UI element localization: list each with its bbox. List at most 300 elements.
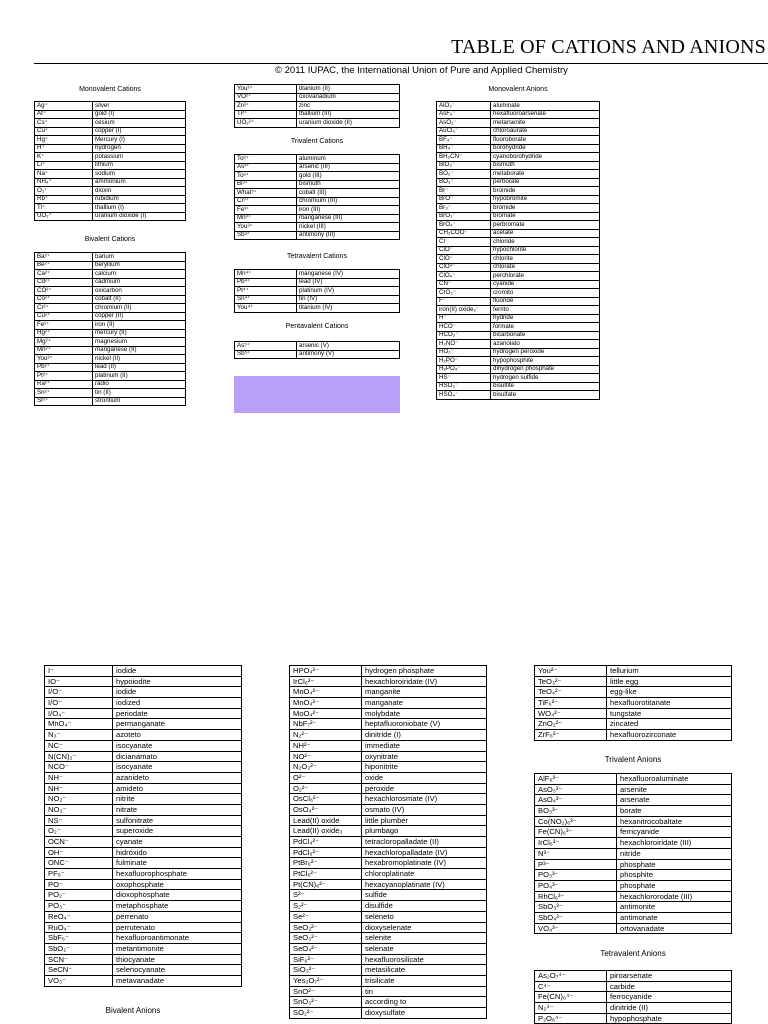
ion-name: hexafluorosilicate	[362, 954, 487, 965]
ion-formula: VO₄³⁻	[535, 923, 617, 934]
table-row	[235, 270, 400, 279]
ion-name: iron (II)	[93, 321, 186, 330]
ion-formula: ClO₄⁻	[437, 272, 491, 281]
ion-formula: Be²⁺	[35, 261, 93, 270]
table-row	[290, 965, 487, 976]
ion-formula: You³⁺	[235, 223, 297, 232]
table-row	[437, 212, 600, 221]
table-row	[290, 740, 487, 751]
ion-formula: CO²⁺	[35, 287, 93, 296]
table-row	[437, 178, 600, 187]
ion-name: manganese (III)	[297, 214, 400, 223]
heading-monovalent-anions: Monovalent Anions	[488, 86, 548, 93]
ion-formula: Yes₃O₇²⁻	[290, 975, 362, 986]
ion-formula: BO₂⁻	[437, 170, 491, 179]
ion-name: copper (II)	[93, 312, 186, 321]
table-row	[45, 943, 242, 954]
ion-name: oxynitrate	[362, 751, 487, 762]
table-bivalent-anions-continued	[534, 665, 732, 741]
ion-name: selenite	[362, 933, 487, 944]
ion-formula: N₂O₂²⁻	[290, 762, 362, 773]
ion-formula: BO₃⁻	[437, 178, 491, 187]
ion-name: perrenato	[113, 911, 242, 922]
table-row	[290, 804, 487, 815]
table-row	[290, 922, 487, 933]
ion-name: chromium (II)	[93, 304, 186, 313]
table-row	[235, 102, 400, 111]
ion-formula: TeO₄²⁻	[535, 687, 607, 698]
ion-name: fulminate	[113, 858, 242, 869]
ion-formula: SCN⁻	[45, 954, 113, 965]
table-row	[437, 127, 600, 136]
ion-name: iodide	[113, 666, 242, 677]
table-row	[437, 289, 600, 298]
heading-bivalent-anions: Bivalent Anions	[105, 1006, 161, 1015]
table-row	[437, 170, 600, 179]
ion-name: according to	[362, 997, 487, 1008]
table-row	[437, 204, 600, 213]
ion-formula: I/O₄⁻	[45, 708, 113, 719]
ion-formula: P₂O₆⁴⁻	[535, 1013, 607, 1024]
ion-formula: K⁺	[35, 153, 93, 162]
table-row	[235, 287, 400, 296]
ion-name: cobalt (III)	[297, 189, 400, 198]
ion-name: bisulfite	[491, 382, 600, 391]
ion-formula: SeO₄²⁻	[290, 943, 362, 954]
ion-name: aluminate	[491, 102, 600, 111]
table-row	[290, 783, 487, 794]
table-row	[535, 1003, 732, 1014]
table-bivalent-anions	[289, 665, 487, 1019]
table-row	[535, 870, 732, 881]
ion-formula: N³⁻	[535, 848, 617, 859]
table-row	[45, 772, 242, 783]
ion-formula: Fe(CN)₆⁴⁻	[535, 992, 607, 1003]
ion-name: fluoroborate	[491, 136, 600, 145]
ion-formula: Pt²⁺	[35, 372, 93, 381]
ion-name: magnesium	[93, 338, 186, 347]
ion-formula: Zn²⁺	[235, 102, 297, 111]
table-row	[437, 221, 600, 230]
table-row	[35, 287, 186, 296]
ion-formula: O₂⁺	[35, 187, 93, 196]
table-row	[235, 93, 400, 102]
ion-formula: BH₄⁻	[437, 144, 491, 153]
table-row	[235, 350, 400, 359]
ion-name: hydrogen	[93, 144, 186, 153]
ion-name: oxide	[362, 772, 487, 783]
ion-name: hexabromoplatinate (IV)	[362, 858, 487, 869]
ion-formula: NO₃⁻	[45, 804, 113, 815]
ion-formula: Co²⁺	[35, 295, 93, 304]
ion-formula: Sb⁵⁺	[235, 350, 297, 359]
heading-monovalent-cations: Monovalent Cations	[79, 86, 141, 93]
table-row	[35, 312, 186, 321]
table-row	[45, 815, 242, 826]
table-row	[535, 992, 732, 1003]
table-row	[290, 837, 487, 848]
ion-formula: BrO⁻	[437, 195, 491, 204]
ion-formula: ClO³⁻	[437, 263, 491, 272]
table-row	[45, 826, 242, 837]
table-row	[437, 357, 600, 366]
ion-name: permanganate	[113, 719, 242, 730]
table-row	[35, 278, 186, 287]
table-row	[290, 666, 487, 677]
table-row	[535, 708, 732, 719]
ion-name: lead (II)	[93, 363, 186, 372]
ion-formula: HO₂⁻	[437, 348, 491, 357]
ion-formula: Cs⁺	[35, 119, 93, 128]
table-row	[235, 231, 400, 240]
ion-formula: UO₂⁺	[35, 212, 93, 221]
table-row	[535, 848, 732, 859]
ion-name: arsenic (III)	[297, 163, 400, 172]
ion-name: manganate	[362, 698, 487, 709]
ion-name: hexanitrocobaltate	[617, 816, 732, 827]
ion-name: arsenate	[617, 795, 732, 806]
ion-formula: As³⁺	[235, 163, 297, 172]
ion-formula: SbO₂⁻	[45, 943, 113, 954]
ion-formula: Tl⁺	[35, 204, 93, 213]
ion-name: dioxophosphate	[113, 890, 242, 901]
table-row	[535, 676, 732, 687]
ion-formula: MnO₄²⁻	[290, 698, 362, 709]
ion-name: little plumber	[362, 815, 487, 826]
ion-formula: AlO₂⁻	[437, 102, 491, 111]
ion-name: hypophosphate	[607, 1013, 732, 1024]
table-row	[290, 772, 487, 783]
ion-name: tin (II)	[93, 389, 186, 398]
ion-formula: Mn²⁺	[35, 346, 93, 355]
ion-name: calcium	[93, 270, 186, 279]
table-row	[235, 295, 400, 304]
ion-name: barium	[93, 253, 186, 262]
table-row	[535, 838, 732, 849]
table-row	[437, 297, 600, 306]
table-row	[45, 666, 242, 677]
table-row	[45, 858, 242, 869]
ion-formula: AlF₆³⁻	[535, 774, 617, 785]
table-row	[437, 102, 600, 111]
ion-formula: ONC⁻	[45, 858, 113, 869]
ion-formula: Mn⁴⁺	[235, 270, 297, 279]
table-row	[437, 340, 600, 349]
ion-formula: Ba²⁺	[35, 253, 93, 262]
ion-name: antimony (V)	[297, 350, 400, 359]
table-row	[45, 965, 242, 976]
ion-name: oxicarbon	[93, 287, 186, 296]
ion-formula: NC⁻	[45, 740, 113, 751]
ion-name: thallium (I)	[93, 204, 186, 213]
table-row	[290, 901, 487, 912]
table-row	[290, 708, 487, 719]
ion-formula: Ra²⁺	[35, 380, 93, 389]
ion-formula: N₃⁻	[45, 730, 113, 741]
ion-formula: ClO⁻	[437, 246, 491, 255]
ion-name: dioxysulfate	[362, 1008, 487, 1019]
ion-formula: CH₃COO⁻	[437, 229, 491, 238]
table-row	[437, 161, 600, 170]
table-row	[535, 666, 732, 677]
table-row	[235, 342, 400, 351]
ion-formula: AsO₃³⁻	[535, 784, 617, 795]
ion-formula: BrO₃⁻	[437, 212, 491, 221]
ion-formula: F⁻	[437, 297, 491, 306]
table-row	[35, 119, 186, 128]
ion-formula: PdCl₄²⁻	[290, 837, 362, 848]
table-row	[290, 698, 487, 709]
ion-formula: Br⁻	[437, 187, 491, 196]
ion-formula: H₂PO₄⁻	[437, 365, 491, 374]
ion-name: cesium	[93, 119, 186, 128]
ion-name: selenocyanate	[113, 965, 242, 976]
ion-name: iron (III)	[297, 206, 400, 215]
heading-tetravalent-cations: Tetravalent Cations	[287, 253, 347, 260]
ion-name: carbide	[607, 981, 732, 992]
table-row	[437, 331, 600, 340]
table-row	[35, 110, 186, 119]
table-row	[45, 901, 242, 912]
ion-formula: Ca²⁺	[35, 270, 93, 279]
table-row	[35, 187, 186, 196]
ion-name: rubidium	[93, 195, 186, 204]
ion-formula: As⁵⁺	[235, 342, 297, 351]
ion-formula: Pb²⁺	[35, 363, 93, 372]
ion-name: hexachloropalladate (IV)	[362, 847, 487, 858]
table-row	[437, 348, 600, 357]
ion-name: dinitride (I)	[362, 730, 487, 741]
table-row	[35, 346, 186, 355]
ion-formula: You⁴⁺	[235, 304, 297, 313]
ion-formula: C⁴⁻	[535, 981, 607, 992]
ion-name: trisilicate	[362, 975, 487, 986]
table-row	[290, 975, 487, 986]
ion-name: ammonium	[93, 178, 186, 187]
ion-name: nitride	[617, 848, 732, 859]
ion-formula: O₂²⁻	[290, 783, 362, 794]
ion-formula: NH⁻	[45, 772, 113, 783]
ion-formula: H⁺	[35, 144, 93, 153]
ion-name: dihydrogen phosphate	[491, 365, 600, 374]
ion-formula: Fe³⁺	[235, 206, 297, 215]
ion-name: superoxide	[113, 826, 242, 837]
table-row	[290, 933, 487, 944]
table-row	[290, 719, 487, 730]
ion-name: metaborate	[491, 170, 600, 179]
ion-name: zincated	[607, 719, 732, 730]
table-trivalent-cations	[234, 154, 400, 240]
ion-name: bismuth	[297, 180, 400, 189]
ion-formula: H⁻	[437, 314, 491, 323]
ion-name: bicarbonate	[491, 331, 600, 340]
table-row	[290, 911, 487, 922]
ion-name: formate	[491, 323, 600, 332]
table-row	[437, 306, 600, 315]
ion-formula: BH₃CN⁻	[437, 153, 491, 162]
table-row	[535, 795, 732, 806]
table-row	[235, 172, 400, 181]
ion-name: cobalt (II)	[93, 295, 186, 304]
table-row	[35, 212, 186, 221]
table-row	[235, 206, 400, 215]
ion-name: cyanide	[491, 280, 600, 289]
ion-formula: HCO⁻	[437, 323, 491, 332]
ion-name: tin	[362, 986, 487, 997]
table-row	[535, 859, 732, 870]
table-row	[35, 295, 186, 304]
table-row	[535, 880, 732, 891]
ion-name: hexafluoroarsenate	[491, 110, 600, 119]
ion-name: phosphite	[617, 870, 732, 881]
table-row	[35, 136, 186, 145]
table-row	[45, 676, 242, 687]
ion-formula: Pb⁴⁺	[235, 278, 297, 287]
ion-name: chlorate	[491, 263, 600, 272]
ion-formula: Fe²⁺	[35, 321, 93, 330]
ion-formula: MnO₄⁻	[45, 719, 113, 730]
table-row	[535, 971, 732, 982]
ion-formula: TeO₃²⁻	[535, 676, 607, 687]
table-row	[235, 180, 400, 189]
ion-formula: SeO₃²⁻	[290, 933, 362, 944]
ion-formula: P³⁻	[535, 859, 617, 870]
ion-name: lithium	[93, 161, 186, 170]
table-row	[235, 119, 400, 128]
table-tetravalent-anions	[534, 970, 732, 1024]
ion-formula: HS⁻	[437, 374, 491, 383]
ion-formula: AuCl₄⁻	[437, 127, 491, 136]
table-row	[235, 85, 400, 94]
title-rule	[34, 63, 768, 64]
table-row	[45, 740, 242, 751]
ion-formula: HSO₃⁻	[437, 382, 491, 391]
table-row	[437, 153, 600, 162]
ion-formula: ZrF₆²⁻	[535, 730, 607, 741]
table-row	[535, 730, 732, 741]
ion-name: antimonite	[617, 902, 732, 913]
ion-name: sodium	[93, 170, 186, 179]
ion-name: piroarsenate	[607, 971, 732, 982]
ion-name: oxovanadium	[297, 93, 400, 102]
table-row	[437, 136, 600, 145]
table-row	[35, 144, 186, 153]
ion-formula: SO₂²⁻	[290, 1008, 362, 1019]
ion-formula: Bi³⁺	[235, 180, 297, 189]
ion-formula: You²⁺	[35, 355, 93, 364]
ion-name: nitrite	[113, 794, 242, 805]
table-row	[235, 304, 400, 313]
ion-formula: PdCl₆²⁻	[290, 847, 362, 858]
ion-formula: S²⁻	[290, 890, 362, 901]
heading-tetravalent-anions: Tetravalent Anions	[600, 949, 666, 958]
ion-name: cromito	[491, 289, 600, 298]
ion-formula: Pt(CN)₆²⁻	[290, 879, 362, 890]
heading-pentavalent-cations: Pentavalent Cations	[285, 323, 349, 330]
ion-name: chloroaurate	[491, 127, 600, 136]
ion-name: hexachlorosmate (IV)	[362, 794, 487, 805]
table-row	[45, 687, 242, 698]
table-row	[290, 879, 487, 890]
table-row	[535, 687, 732, 698]
ion-name: iodized	[113, 698, 242, 709]
ion-formula: Hg⁺	[35, 136, 93, 145]
ion-name: hydrogen peroxide	[491, 348, 600, 357]
ion-name: little egg	[607, 676, 732, 687]
ion-name: manganese (IV)	[297, 270, 400, 279]
table-row	[535, 698, 732, 709]
ion-formula: AsO₄³⁻	[535, 795, 617, 806]
ion-name: arsenite	[617, 784, 732, 795]
ion-name: hydrogen sulfide	[491, 374, 600, 383]
heading-trivalent-anions: Trivalent Anions	[604, 755, 662, 764]
table-row	[535, 891, 732, 902]
ion-formula: SbO₃³⁻	[535, 902, 617, 913]
ion-formula: Hg²⁺	[35, 329, 93, 338]
ion-name: nickel (III)	[297, 223, 400, 232]
table-row	[535, 827, 732, 838]
table-row	[437, 365, 600, 374]
ion-name: molybdate	[362, 708, 487, 719]
table-top-middle-cations	[234, 84, 400, 128]
ion-formula: OsCl₆²⁻	[290, 794, 362, 805]
ion-formula: OCN⁻	[45, 837, 113, 848]
heading-trivalent-cations: Trivalent Cations	[290, 138, 344, 145]
table-row	[535, 912, 732, 923]
ion-formula: You²⁻	[535, 666, 607, 677]
ion-name: hexafluorotitanate	[607, 698, 732, 709]
ion-formula: I/O⁻	[45, 698, 113, 709]
ion-name: amideto	[113, 783, 242, 794]
table-row	[437, 229, 600, 238]
ion-formula: H₂NO⁻	[437, 340, 491, 349]
ion-formula: OsO₄²⁻	[290, 804, 362, 815]
table-row	[45, 837, 242, 848]
table-row	[535, 1013, 732, 1024]
ion-name: azanideto	[113, 772, 242, 783]
table-row	[290, 730, 487, 741]
table-row	[437, 314, 600, 323]
ion-name: ortovanadate	[617, 923, 732, 934]
table-row	[45, 869, 242, 880]
ion-formula: Fe(CN)₆³⁻	[535, 827, 617, 838]
ion-formula: IO⁻	[45, 676, 113, 687]
ion-formula: At⁺	[35, 110, 93, 119]
ion-name: gold (III)	[297, 172, 400, 181]
ion-name: hypoiodite	[113, 676, 242, 687]
ion-formula: ZnO₂²⁻	[535, 719, 607, 730]
ion-formula: Cd²⁺	[35, 278, 93, 287]
table-row	[35, 102, 186, 111]
table-row	[437, 272, 600, 281]
table-row	[35, 372, 186, 381]
ion-formula: N₂⁴⁻	[535, 1003, 607, 1014]
ion-name: perbromate	[491, 221, 600, 230]
ion-name: ferrocyanide	[607, 992, 732, 1003]
ion-name: perrutenato	[113, 922, 242, 933]
ion-formula: SiF₆²⁻	[290, 954, 362, 965]
table-row	[290, 986, 487, 997]
ion-name: tin (IV)	[297, 295, 400, 304]
ion-formula: ReO₄⁻	[45, 911, 113, 922]
table-row	[535, 806, 732, 817]
ion-formula: Br₃⁻	[437, 204, 491, 213]
table-row	[45, 975, 242, 986]
ion-formula: Lead(II) oxide₃	[290, 826, 362, 837]
ion-name: metasilicate	[362, 965, 487, 976]
table-row	[290, 943, 487, 954]
table-row	[35, 321, 186, 330]
